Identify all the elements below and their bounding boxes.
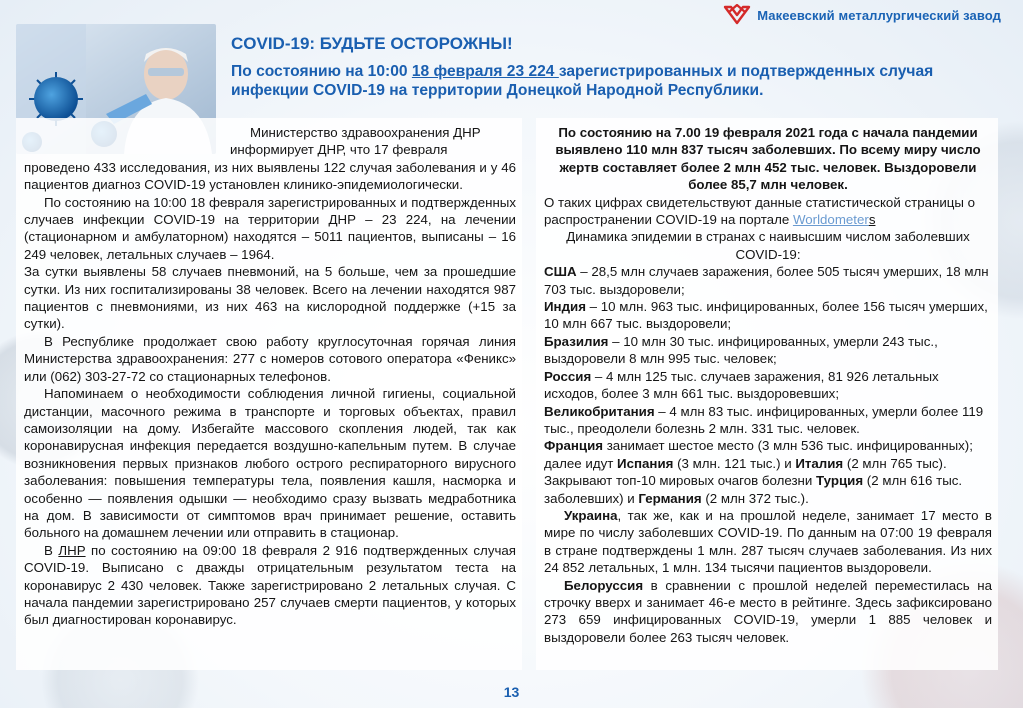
country-name: Индия <box>544 299 586 315</box>
countries-top10 <box>544 437 992 507</box>
paragraph-intro-lead: Министерство здравоохранения ДНР информирует ДНР, что 17 февраля <box>230 125 481 158</box>
country-stats: (3 млн. 121 тыс.) и <box>673 455 796 471</box>
country-name: Испания <box>617 455 674 471</box>
country-name: США <box>544 264 577 280</box>
lnr-text: по состоянию на 09:00 18 февраля 2 916 подтвержденных случая COVID-19. Выписано с дважды отрицательным результатом теста на коронавирус 2 430 человек. Также зарегистрировано 2 летальных случая. С начала пандемии зарегистрировано 257 случаев смерти пациентов, у которых был диагностирован коронавирус. <box>24 542 516 628</box>
country-india <box>544 298 992 333</box>
header-logo <box>723 4 1001 26</box>
country-stats: (2 млн 372 тыс.). <box>701 490 809 506</box>
country-belarus <box>544 577 992 647</box>
paragraph-lnr <box>24 542 516 629</box>
subtitle-prefix: По состоянию на 10:00 <box>231 63 412 80</box>
paragraph-reminder: Напоминаем о необходимости соблюдения личной гигиены, социальной дистанции, масочного режима в транспорте и торговых объектах, правил самоизоляции на дому. Избегайте массового скопления людей, так как коронавирусная инфекция передается воздушно-капельным путем. В случае возникновения первых признаков любого острого респираторного вирусного заболевания: повышения температуры тела, появления кашля, насморка и особенно — появления одышки — необходимо сразу вызвать медработника на дом. В зависимости от симптомов врач принимает решение, оставить больного на домашнем лечении или отправить в стационар. <box>24 386 516 541</box>
country-name: Италия <box>795 455 844 471</box>
country-usa <box>544 263 992 298</box>
country-name: Россия <box>544 368 592 384</box>
country-name: Франция <box>544 438 604 454</box>
source-paragraph <box>544 194 992 229</box>
subtitle-date-count: 18 февраля 23 224 <box>411 63 559 80</box>
worldometer-link[interactable]: Worldometer <box>792 212 869 228</box>
worldometer-link-suffix: s <box>868 212 876 228</box>
lnr-link[interactable]: ЛНР <box>58 542 86 558</box>
country-stats: – 10 млн 30 тыс. инфицированных, умерли 243 тыс., выздоровели 8 млн 995 тыс. человек; <box>544 333 938 367</box>
country-stats: (2 млн 765 тыс). Закрывают топ-10 мировых очагов болезни <box>544 455 947 489</box>
paragraph-hotline: В Республике продолжает свою работу круглосуточная горячая линия Министерства здравоохранения: 277 с номеров сотового оператора «Феникс» или (062) 303-27-72 со стационарных телефонов. <box>24 333 516 384</box>
source-text: О таких цифрах свидетельствуют данные статистической страницы о распространении COVID-19 на портале <box>544 194 976 228</box>
country-uk <box>544 403 992 438</box>
country-stats: , так же, как и на прошлой неделе, занимает 17 место в мире по числу заболевших COVID-19. По данным на 07:00 19 февраля в стране подтверждены 1 млн. 287 тысяч случаев заболевания. Из них 24 852 летальных, 1 млн. 134 тысячи пациентов выздоровели. <box>544 507 992 576</box>
mmk-logo-icon <box>723 4 751 26</box>
world-summary: По состоянию на 7.00 19 февраля 2021 года с начала пандемии выявлено 110 млн 837 тысяч заболевших. По всему миру число жертв составляет более 2 млн 452 тыс. человек. Выздоровели более 85,7 млн человек. <box>555 125 981 193</box>
lnr-prefix: В <box>44 542 59 558</box>
country-name: Украина <box>564 507 618 523</box>
country-name: Бразилия <box>544 333 609 349</box>
country-stats: (2 млн 616 тыс. заболевших) и <box>544 473 963 506</box>
paragraph-intro: проведено 433 исследования, из них выявлены 122 случая заболевания и у 46 пациентов диагноз COVID-19 установлен клинико-эпидемиологически. <box>24 159 516 193</box>
country-brazil <box>544 333 992 368</box>
country-name: Германия <box>638 490 702 506</box>
left-column <box>16 118 522 670</box>
paragraph-pneumonia: За сутки выявлены 58 случаев пневмоний, на 5 больше, чем за прошедшие сутки. Из них госпитализированы 38 человек. Всего на лечении находятся 987 пациентов с пневмониями, из них 463 на кислородной поддержке (+15 за сутки). <box>24 264 516 332</box>
country-stats: – 4 млн 125 тыс. случаев заражения, 81 926 летальных исходов, более 3 млн 661 тыс. выздоровевших; <box>544 368 939 402</box>
page-title: COVID-19: БУДЬТЕ ОСТОРОЖНЫ! <box>231 34 513 53</box>
country-stats: – 4 млн 83 тыс. инфицированных, умерли более 119 тыс., преодолели болезнь 2 млн. 331 тыс. человек. <box>544 403 984 436</box>
country-name: Турция <box>816 473 864 489</box>
country-stats: – 10 млн. 963 тыс. инфицированных, более 156 тысяч умерших, 10 млн 667 тыс. выздоровели; <box>544 299 988 332</box>
country-russia <box>544 368 992 403</box>
country-ukraine <box>544 507 992 577</box>
paragraph-dnr-stats: По состоянию на 10:00 18 февраля зарегистрированных и подтвержденных случаев инфекции COVID-19 на территории ДНР – 23 224, на лечении (стационарном и амбулаторном) находятся – 5011 пациентов, выписаны – 16 249 человек, летальных случаев – 1964. <box>24 194 516 262</box>
company-name: Макеевский металлургический завод <box>757 7 1001 23</box>
country-name: Белоруссия <box>564 577 644 593</box>
subtitle-suffix: зарегистрированных и подтвержденных случая инфекции COVID-19 на территории Донецкой Народной Республики. <box>231 63 934 99</box>
dynamics-heading: Динамика эпидемии в странах с наивысшим числом заболевших COVID-19: <box>566 229 970 262</box>
right-column <box>536 118 998 670</box>
page-subtitle <box>231 62 991 100</box>
country-stats: – 28,5 млн случаев заражения, более 505 тысяч умерших, 18 млн 703 тыс. выздоровели; <box>544 264 989 297</box>
country-name: Великобритания <box>544 403 655 419</box>
country-stats: занимает шестое место (3 млн 536 тыс. инфицированных); далее идут <box>544 438 973 471</box>
page-number: 13 <box>503 684 520 700</box>
country-stats: в сравнении с прошлой неделей переместилась на строчку вверх и занимает 46-е место в рейтинге. Здесь зафиксировано 273 659 инфицированных COVID-19, умерли 1 885 человек и выздоровели более 263 тысяч человек. <box>544 577 992 645</box>
